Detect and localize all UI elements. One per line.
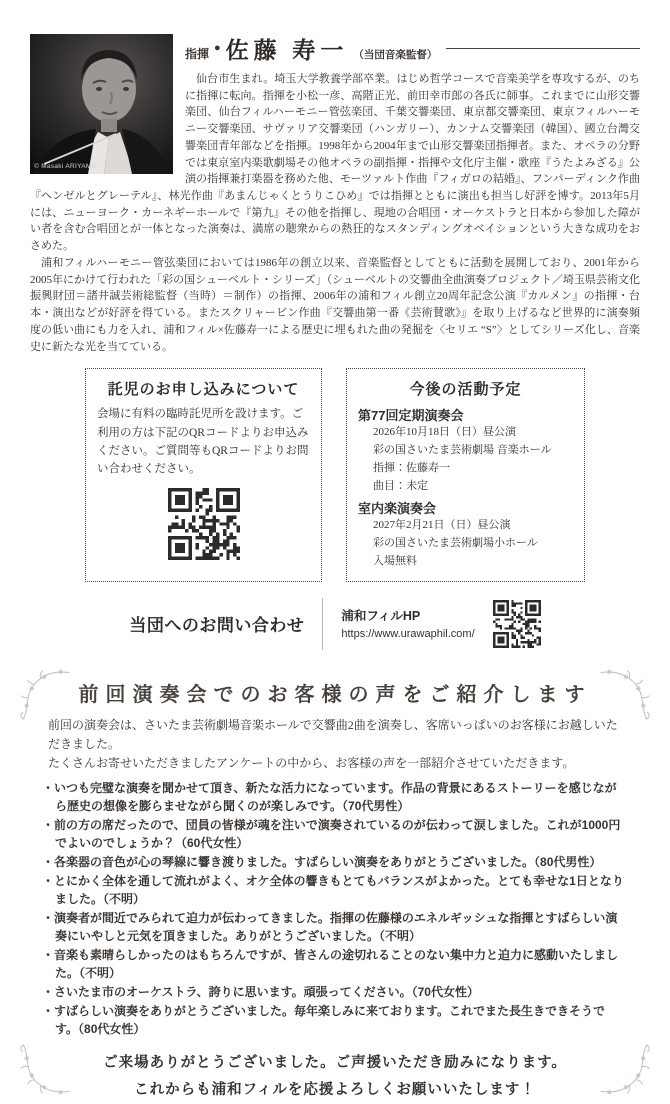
voice-text: 各楽器の音色が心の琴線に響き渡りました。すばらしい演奏をありがとうございました。（80代男性） xyxy=(54,855,602,870)
role-label: 指揮 xyxy=(185,47,210,61)
childcare-box xyxy=(85,368,322,582)
event-name: 室内楽演奏会 xyxy=(358,501,437,517)
event-item xyxy=(358,498,573,570)
event-detail: 入場無料 xyxy=(373,555,417,568)
voice-item xyxy=(42,816,628,852)
contact-section xyxy=(30,598,640,650)
bio-paragraph: 仙台市生まれ。埼玉大学教養学部卒業。はじめ哲学コースで音楽美学を専攻するが、のちに指揮に転向。指揮を小松一彦、高階正光、前田幸市郎の各氏に師事。これまでに山形交響楽団、仙台フィルハーモニー管弦楽団、千葉交響楽団、東京都交響楽団、東京フィルハーモニー交響楽団、サヴァリア交響楽団（ハンガリー）、カンナム交響楽団（韓国）、國立台灣交響楽団青年部などを指揮。1998年から2004年まで山形交響楽団指揮者。また、オペラの分野では東京室内楽歌劇場その他オペラの副指揮・指揮や文化庁主催・歌座『うたよみざる』公演の指揮兼打楽器を務めた他、モーツァルト作曲『フィガロの結婚』、フンパーディンク作曲『ヘンゼルとグレーテル』、林光作曲『あまんじゃくとうりこひめ』では指揮とともに演出も担当し好評を博す。2013年5月には、ニューヨーク・カーネギーホールで『第九』その他を指揮し、現地の合唱団・オーケストラと日本から参加した障がい者を含む合唱団とが一体となった演奏は、満席の聴衆からの熱狂的なスタンディングオベイションという大きな成功をおさめた。 xyxy=(30,73,640,253)
hp-url-link[interactable]: https://www.urawaphil.com/ xyxy=(341,627,475,640)
childcare-qr-code xyxy=(168,488,240,560)
voice-text: 演奏者が間近でみられて迫力が伝わってきました。指揮の佐藤様のエネルギッシュな指揮とすばらしい演奏にいやしと元気を頂きました。ありがとうございました。（不明） xyxy=(54,911,618,944)
voice-item xyxy=(42,1002,628,1038)
corner-flourish-icon xyxy=(16,662,74,728)
bullet-icon: ・ xyxy=(42,855,55,870)
closing-message xyxy=(40,1050,630,1104)
conductor-profile-section xyxy=(30,30,640,355)
hp-qr-code xyxy=(493,600,541,648)
voices-heading: 前回演奏会でのお客様の声をご紹介します xyxy=(78,683,592,706)
photo-credit: © Masaki ARIYAMA xyxy=(34,163,97,170)
conductor-header xyxy=(185,30,640,65)
event-detail: 2027年2月21日（日）昼公演 xyxy=(373,519,511,532)
voice-text: とにかく全体を通して流れがよく、オケ全体の響きもとてもバランスがよかった。とても幸せな1日となりました。（不明） xyxy=(54,874,624,907)
audience-voices-section xyxy=(30,664,640,1104)
event-detail: 曲目：未定 xyxy=(373,479,428,492)
info-boxes xyxy=(30,368,640,582)
conductor-name: 佐藤 寿一 xyxy=(225,38,349,63)
event-item xyxy=(358,405,573,495)
bullet-icon: ・ xyxy=(42,911,55,926)
bullet-icon: ・ xyxy=(42,948,55,963)
corner-flourish-icon xyxy=(596,1036,654,1102)
voice-item xyxy=(42,779,628,815)
event-detail: 2026年10月18日（日）昼公演 xyxy=(373,426,516,439)
bullet-icon: ・ xyxy=(42,874,55,889)
childcare-box-body: 会場に有料の臨時託児所を設けます。ご利用の方は下記のQRコードよりお申込みください。ご質問等もQRコードよりお問い合わせください。 xyxy=(97,408,309,476)
voice-text: いつも完璧な演奏を聞かせて頂き、新たな活力になっています。作品の背景にあるストーリーを感じながら歴史の想像を膨らませながら聞くのが楽しみです。（70代男性） xyxy=(54,781,617,814)
schedule-box-title: 今後の活動予定 xyxy=(409,381,522,399)
event-detail: 彩の国さいたま芸術劇場小ホール xyxy=(373,537,538,550)
header-rule xyxy=(446,48,640,49)
bullet-dot-icon: ● xyxy=(214,42,221,54)
bullet-icon: ・ xyxy=(42,985,55,1000)
voice-item xyxy=(42,872,628,908)
corner-flourish-icon xyxy=(596,662,654,728)
bullet-icon: ・ xyxy=(42,1004,55,1019)
vertical-divider xyxy=(322,598,323,650)
voices-intro-line: たくさんお寄せいただきましたアンケートの中から、お客様の声を一部紹介させていただきます。 xyxy=(48,756,575,771)
voice-text: さいたま市のオーケストラ、誇りに思います。頑張ってください。（70代女性） xyxy=(54,985,479,1000)
voice-list xyxy=(42,779,628,1038)
bullet-icon: ・ xyxy=(42,818,55,833)
contact-label: 当団へのお問い合わせ xyxy=(129,616,305,636)
event-name: 第77回定期演奏会 xyxy=(358,408,464,424)
voice-text: すばらしい演奏をありがとうございました。毎年楽しみに来ております。これでまた長生きできそうです。（80代女性） xyxy=(54,1004,606,1037)
closing-line: ご来場ありがとうございました。ご声援いただき励みになります。 xyxy=(103,1055,567,1072)
voice-item xyxy=(42,946,628,982)
voice-text: 前の方の席だったので、団員の皆様が魂を注いで演奏されているのが伝わって涙しました。これが1000円でよいのでしょうか？（60代女性） xyxy=(54,818,621,851)
bullet-icon: ・ xyxy=(42,781,55,796)
conductor-title-suffix: （当団音楽監督） xyxy=(353,49,438,61)
voices-intro xyxy=(48,716,622,774)
bio-paragraph: 浦和フィルハーモニー管弦楽団においては1986年の創立以来、音楽監督としてともに活動を展開しており、2001年から2005年にかけて行われた「彩の国シューベルト・シリーズ」（シューベルトの交響曲全曲演奏プロジェクト／埼玉県芸術文化振興財団＝諸井誠芸術総監督（当時）＝制作）の指揮、2006年の浦和フィル創立20周年記念公演『カルメン』の指揮・台本・演出などが好評を得ている。またスクリャービン作曲『交響曲第一番《芸術賛歌》』を取り上げるなど世界的に演奏頻度の低い曲にも力を入れ、浦和フィル×佐藤寿一による歴史に埋もれた曲の発掘を〈セリエ “S”〉としてシリーズ化し、音楽史に新たな光を当てている。 xyxy=(30,256,640,353)
corner-flourish-icon xyxy=(16,1036,74,1102)
voice-item xyxy=(42,853,628,871)
conductor-photo xyxy=(30,34,173,174)
event-detail: 指揮：佐藤寿一 xyxy=(373,461,450,474)
voice-text: 音楽も素晴らしかったのはもちろんですが、皆さんの途切れることのない集中力と迫力に感動いたしました。（不明） xyxy=(54,948,619,981)
voice-item xyxy=(42,983,628,1001)
hp-info xyxy=(341,606,474,642)
voices-intro-line: 前回の演奏会は、さいたま芸術劇場音楽ホールで交響曲2曲を演奏し、客席いっぱいのお客様にお越しいただきました。 xyxy=(48,717,618,752)
conductor-portrait-image xyxy=(30,34,173,174)
childcare-box-title: 託児のお申し込みについて xyxy=(107,381,300,399)
voice-item xyxy=(42,909,628,945)
hp-label: 浦和フィルHP xyxy=(341,608,421,623)
schedule-box xyxy=(346,368,585,582)
event-detail: 彩の国さいたま芸術劇場 音楽ホール xyxy=(373,444,552,457)
closing-line: これからも浦和フィルを応援よろしくお願いいたします！ xyxy=(134,1082,536,1099)
